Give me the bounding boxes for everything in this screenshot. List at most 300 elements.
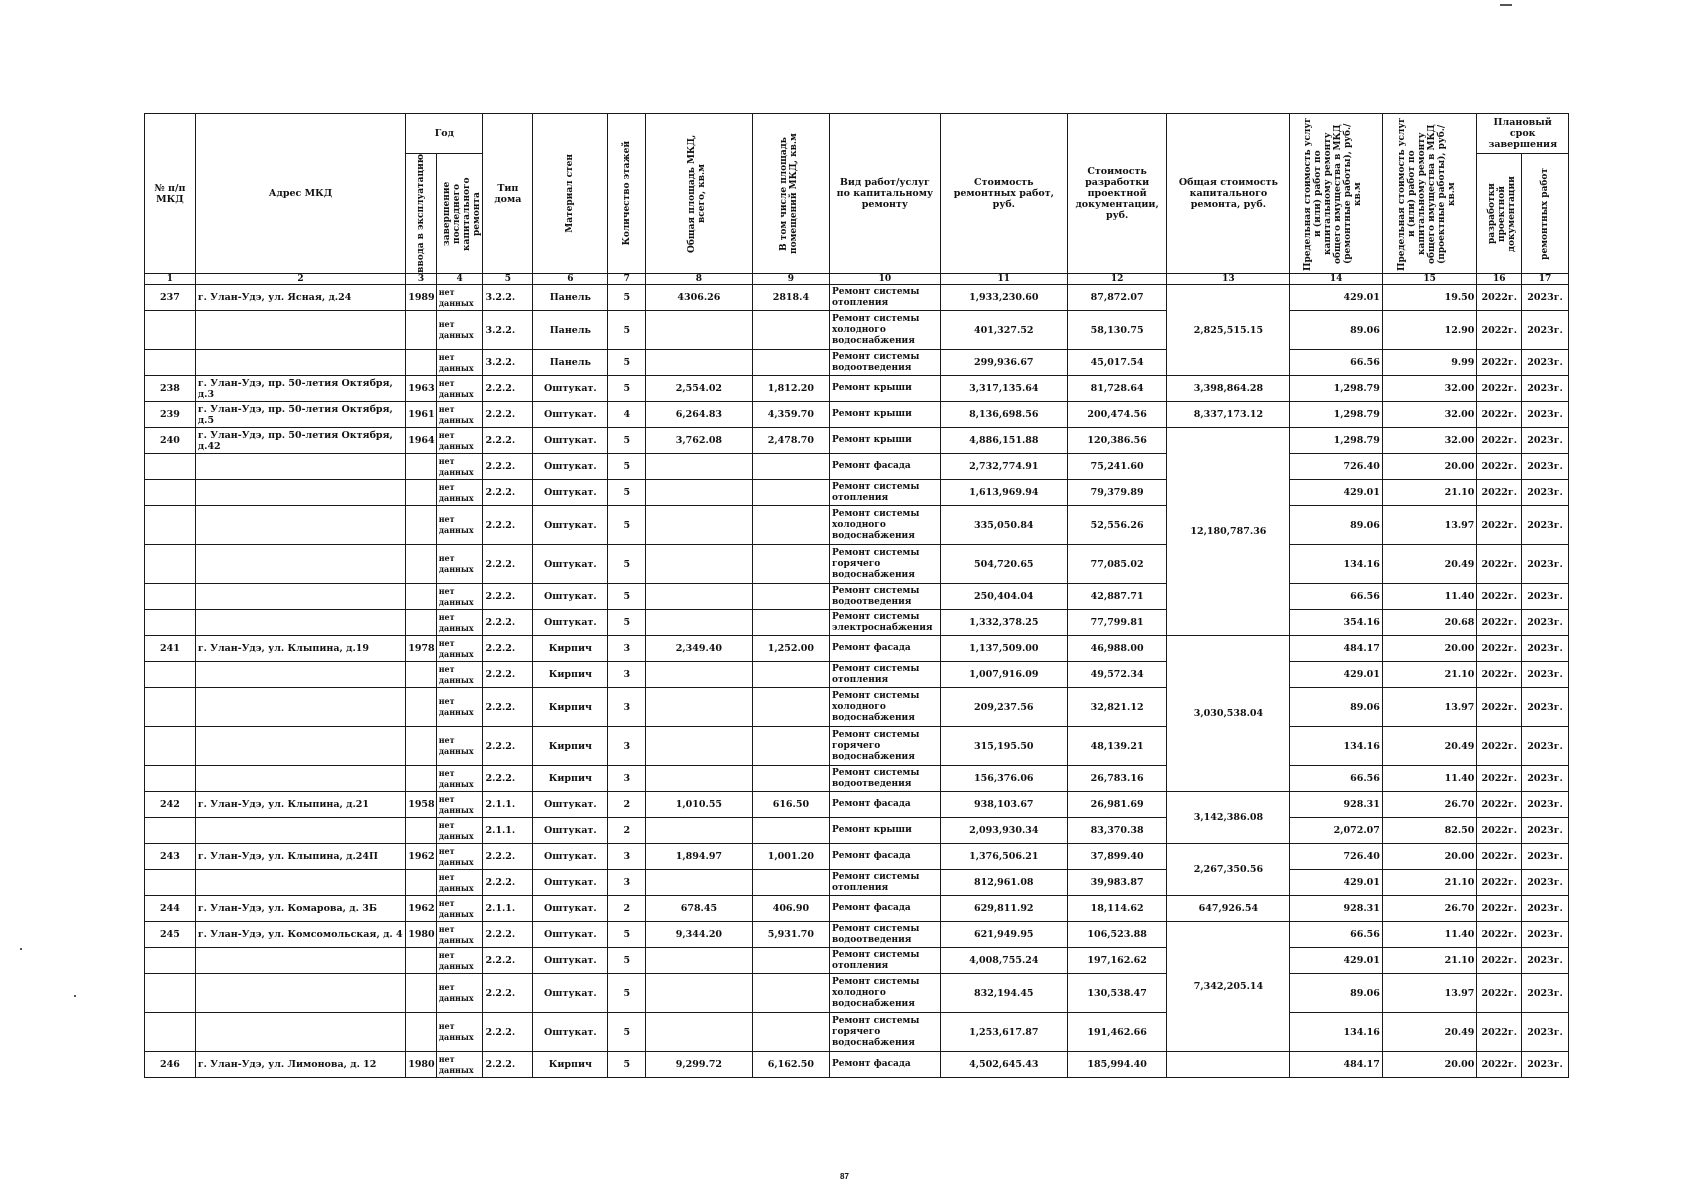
cell-project-cost: 37,899.40 xyxy=(1067,844,1167,870)
cell-row-number xyxy=(145,311,196,350)
cell-design-deadline: 2022г. xyxy=(1477,636,1522,662)
cell-wall-material: Кирпич xyxy=(533,1052,608,1078)
cell-work-type: Ремонт системы отопления xyxy=(830,870,941,896)
cell-project-cost: 26,783.16 xyxy=(1067,766,1167,792)
cell-floors: 5 xyxy=(608,922,646,948)
table-row xyxy=(145,285,1569,311)
header-total-cost: Общая стоимость капитального ремонта, руб. xyxy=(1167,114,1290,274)
cell-design-deadline: 2022г. xyxy=(1477,688,1522,727)
cell-total-cost: 2,825,515.15 xyxy=(1167,285,1290,376)
cell-repair-deadline: 2023г. xyxy=(1522,285,1569,311)
cell-row-number xyxy=(145,870,196,896)
cell-repair-cost: 299,936.67 xyxy=(940,350,1067,376)
cell-repair-deadline: 2023г. xyxy=(1522,350,1569,376)
table-row xyxy=(145,1052,1569,1078)
cell-limit-project-cost: 12.90 xyxy=(1382,311,1477,350)
cell-wall-material: Оштукат. xyxy=(533,584,608,610)
cell-floors: 3 xyxy=(608,844,646,870)
cell-last-repair: нет данных xyxy=(436,662,483,688)
cell-work-type: Ремонт системы отопления xyxy=(830,662,941,688)
header-wall-material xyxy=(533,114,608,274)
cell-project-cost: 200,474.56 xyxy=(1067,402,1167,428)
table-row xyxy=(145,792,1569,818)
header-address: Адрес МКД xyxy=(195,114,405,274)
cell-total-area xyxy=(646,688,753,727)
cell-premises-area xyxy=(752,727,829,766)
cell-limit-project-cost: 20.00 xyxy=(1382,636,1477,662)
cell-design-deadline: 2022г. xyxy=(1477,506,1522,545)
cell-limit-repair-cost: 2,072.07 xyxy=(1290,818,1382,844)
cell-row-number: 244 xyxy=(145,896,196,922)
cell-last-repair: нет данных xyxy=(436,1013,483,1052)
cell-floors: 3 xyxy=(608,766,646,792)
cell-last-repair: нет данных xyxy=(436,285,483,311)
cell-row-number xyxy=(145,350,196,376)
cell-wall-material: Кирпич xyxy=(533,727,608,766)
cell-limit-project-cost: 20.49 xyxy=(1382,545,1477,584)
cell-year-built xyxy=(406,688,436,727)
table-row xyxy=(145,922,1569,948)
cell-project-cost: 45,017.54 xyxy=(1067,350,1167,376)
column-number-cell: 4 xyxy=(436,274,483,285)
cell-house-type: 2.2.2. xyxy=(483,480,533,506)
cell-limit-repair-cost: 429.01 xyxy=(1290,285,1382,311)
cell-house-type: 2.2.2. xyxy=(483,766,533,792)
cell-premises-area xyxy=(752,506,829,545)
cell-total-cost: 2,267,350.56 xyxy=(1167,844,1290,896)
cell-repair-deadline: 2023г. xyxy=(1522,974,1569,1013)
cell-floors: 5 xyxy=(608,545,646,584)
header-work-type: Вид работ/услуг по капитальному ремонту xyxy=(830,114,941,274)
cell-wall-material: Панель xyxy=(533,311,608,350)
column-number-cell: 6 xyxy=(533,274,608,285)
cell-repair-cost: 629,811.92 xyxy=(940,896,1067,922)
cell-limit-project-cost: 11.40 xyxy=(1382,922,1477,948)
cell-limit-repair-cost: 134.16 xyxy=(1290,727,1382,766)
cell-work-type: Ремонт фасада xyxy=(830,636,941,662)
cell-design-deadline: 2022г. xyxy=(1477,584,1522,610)
cell-limit-repair-cost: 89.06 xyxy=(1290,974,1382,1013)
cell-row-number xyxy=(145,766,196,792)
cell-house-type: 2.1.1. xyxy=(483,818,533,844)
cell-wall-material: Оштукат. xyxy=(533,454,608,480)
cell-floors: 2 xyxy=(608,818,646,844)
cell-row-number xyxy=(145,688,196,727)
cell-repair-deadline: 2023г. xyxy=(1522,376,1569,402)
cell-total-area xyxy=(646,480,753,506)
cell-wall-material: Оштукат. xyxy=(533,1013,608,1052)
cell-last-repair: нет данных xyxy=(436,727,483,766)
cell-premises-area xyxy=(752,584,829,610)
cell-year-built xyxy=(406,506,436,545)
cell-limit-repair-cost: 429.01 xyxy=(1290,948,1382,974)
cell-limit-repair-cost: 726.40 xyxy=(1290,454,1382,480)
cell-repair-cost: 4,886,151.88 xyxy=(940,428,1067,454)
cell-repair-deadline: 2023г. xyxy=(1522,662,1569,688)
cell-year-built: 1961 xyxy=(406,402,436,428)
cell-limit-project-cost: 32.00 xyxy=(1382,402,1477,428)
cell-design-deadline: 2022г. xyxy=(1477,1052,1522,1078)
cell-repair-cost: 401,327.52 xyxy=(940,311,1067,350)
cell-work-type: Ремонт системы горячего водоснабжения xyxy=(830,545,941,584)
cell-row-number xyxy=(145,818,196,844)
cell-last-repair: нет данных xyxy=(436,402,483,428)
cell-last-repair: нет данных xyxy=(436,428,483,454)
cell-work-type: Ремонт системы отопления xyxy=(830,285,941,311)
cell-design-deadline: 2022г. xyxy=(1477,545,1522,584)
table-row xyxy=(145,896,1569,922)
header-total-area-label: Общая площадь МКД, всего, кв.м xyxy=(686,134,707,253)
scan-dot xyxy=(20,948,22,950)
cell-house-type: 2.2.2. xyxy=(483,688,533,727)
table-row xyxy=(145,974,1569,1013)
cell-project-cost: 87,872.07 xyxy=(1067,285,1167,311)
cell-wall-material: Оштукат. xyxy=(533,610,608,636)
cell-design-deadline: 2022г. xyxy=(1477,1013,1522,1052)
cell-total-cost: 7,342,205.14 xyxy=(1167,922,1290,1052)
cell-wall-material: Панель xyxy=(533,350,608,376)
cell-wall-material: Оштукат. xyxy=(533,480,608,506)
cell-limit-project-cost: 21.10 xyxy=(1382,662,1477,688)
header-premises-area xyxy=(752,114,829,274)
cell-floors: 3 xyxy=(608,870,646,896)
cell-wall-material: Кирпич xyxy=(533,636,608,662)
cell-row-number xyxy=(145,948,196,974)
cell-repair-deadline: 2023г. xyxy=(1522,948,1569,974)
cell-total-area: 1,894.97 xyxy=(646,844,753,870)
cell-limit-repair-cost: 928.31 xyxy=(1290,792,1382,818)
cell-work-type: Ремонт системы горячего водоснабжения xyxy=(830,1013,941,1052)
cell-year-built: 1963 xyxy=(406,376,436,402)
cell-house-type: 2.2.2. xyxy=(483,454,533,480)
cell-house-type: 2.2.2. xyxy=(483,584,533,610)
cell-total-area xyxy=(646,584,753,610)
cell-year-built: 1980 xyxy=(406,1052,436,1078)
cell-house-type: 3.2.2. xyxy=(483,350,533,376)
cell-house-type: 2.2.2. xyxy=(483,636,533,662)
cell-row-number xyxy=(145,662,196,688)
cell-repair-cost: 832,194.45 xyxy=(940,974,1067,1013)
header-project-cost: Стоимость разработки проектной документации, руб. xyxy=(1067,114,1167,274)
cell-repair-cost: 1,253,617.87 xyxy=(940,1013,1067,1052)
cell-total-cost xyxy=(1167,1052,1290,1078)
cell-year-built xyxy=(406,727,436,766)
cell-limit-project-cost: 13.97 xyxy=(1382,506,1477,545)
header-year: Год xyxy=(406,114,483,154)
cell-floors: 5 xyxy=(608,974,646,1013)
cell-premises-area xyxy=(752,948,829,974)
cell-address xyxy=(195,662,405,688)
cell-work-type: Ремонт крыши xyxy=(830,428,941,454)
cell-total-area xyxy=(646,454,753,480)
cell-limit-repair-cost: 66.56 xyxy=(1290,350,1382,376)
cell-house-type: 3.2.2. xyxy=(483,311,533,350)
cell-floors: 5 xyxy=(608,1052,646,1078)
cell-work-type: Ремонт крыши xyxy=(830,376,941,402)
cell-year-built xyxy=(406,311,436,350)
cell-address xyxy=(195,1013,405,1052)
cell-wall-material: Кирпич xyxy=(533,766,608,792)
cell-house-type: 2.2.2. xyxy=(483,1013,533,1052)
cell-repair-deadline: 2023г. xyxy=(1522,506,1569,545)
cell-address xyxy=(195,311,405,350)
cell-total-area xyxy=(646,545,753,584)
cell-project-cost: 42,887.71 xyxy=(1067,584,1167,610)
cell-wall-material: Оштукат. xyxy=(533,922,608,948)
cell-project-cost: 197,162.62 xyxy=(1067,948,1167,974)
cell-work-type: Ремонт системы холодного водоснабжения xyxy=(830,974,941,1013)
cell-design-deadline: 2022г. xyxy=(1477,311,1522,350)
cell-repair-cost: 4,008,755.24 xyxy=(940,948,1067,974)
cell-address: г. Улан-Удэ, ул. Клыпина, д.24П xyxy=(195,844,405,870)
cell-design-deadline: 2022г. xyxy=(1477,402,1522,428)
cell-work-type: Ремонт крыши xyxy=(830,402,941,428)
cell-address xyxy=(195,818,405,844)
table-row xyxy=(145,948,1569,974)
header-wall-material-label: Материал стен xyxy=(565,154,576,233)
cell-project-cost: 130,538.47 xyxy=(1067,974,1167,1013)
cell-repair-deadline: 2023г. xyxy=(1522,636,1569,662)
cell-repair-deadline: 2023г. xyxy=(1522,922,1569,948)
column-number-cell: 10 xyxy=(830,274,941,285)
cell-address: г. Улан-Удэ, ул. Комсомольская, д. 4 xyxy=(195,922,405,948)
cell-address xyxy=(195,350,405,376)
table-row xyxy=(145,1013,1569,1052)
cell-address: г. Улан-Удэ, пр. 50-летия Октября, д.42 xyxy=(195,428,405,454)
cell-repair-cost: 156,376.06 xyxy=(940,766,1067,792)
header-design-docs-label: разработки проектной документации xyxy=(1487,175,1518,252)
header-planned-term: Плановый срок завершения xyxy=(1477,114,1569,154)
cell-house-type: 2.2.2. xyxy=(483,844,533,870)
cell-address xyxy=(195,766,405,792)
cell-limit-project-cost: 11.40 xyxy=(1382,584,1477,610)
header-number: № п/п МКД xyxy=(145,114,196,274)
cell-row-number xyxy=(145,584,196,610)
cell-work-type: Ремонт системы отопления xyxy=(830,948,941,974)
cell-floors: 4 xyxy=(608,402,646,428)
cell-repair-cost: 1,613,969.94 xyxy=(940,480,1067,506)
cell-year-built xyxy=(406,350,436,376)
cell-floors: 5 xyxy=(608,350,646,376)
cell-wall-material: Оштукат. xyxy=(533,792,608,818)
cell-design-deadline: 2022г. xyxy=(1477,285,1522,311)
cell-design-deadline: 2022г. xyxy=(1477,792,1522,818)
cell-year-built: 1978 xyxy=(406,636,436,662)
cell-last-repair: нет данных xyxy=(436,688,483,727)
cell-project-cost: 83,370.38 xyxy=(1067,818,1167,844)
cell-premises-area: 406.90 xyxy=(752,896,829,922)
scan-dot xyxy=(74,995,76,997)
cell-total-cost: 8,337,173.12 xyxy=(1167,402,1290,428)
cell-address xyxy=(195,545,405,584)
cell-limit-repair-cost: 1,298.79 xyxy=(1290,428,1382,454)
cell-limit-project-cost: 20.49 xyxy=(1382,1013,1477,1052)
cell-row-number: 242 xyxy=(145,792,196,818)
cell-total-area xyxy=(646,662,753,688)
cell-last-repair: нет данных xyxy=(436,792,483,818)
cell-limit-project-cost: 32.00 xyxy=(1382,428,1477,454)
cell-repair-deadline: 2023г. xyxy=(1522,454,1569,480)
cell-address xyxy=(195,454,405,480)
cell-premises-area xyxy=(752,766,829,792)
cell-design-deadline: 2022г. xyxy=(1477,766,1522,792)
cell-repair-cost: 3,317,135.64 xyxy=(940,376,1067,402)
header-repair-works xyxy=(1522,154,1569,274)
cell-limit-project-cost: 20.00 xyxy=(1382,454,1477,480)
cell-premises-area: 4,359.70 xyxy=(752,402,829,428)
cell-floors: 3 xyxy=(608,688,646,727)
cell-house-type: 2.1.1. xyxy=(483,792,533,818)
cell-repair-deadline: 2023г. xyxy=(1522,870,1569,896)
cell-repair-cost: 1,376,506.21 xyxy=(940,844,1067,870)
cell-total-area xyxy=(646,974,753,1013)
column-number-cell: 5 xyxy=(483,274,533,285)
cell-address: г. Улан-Удэ, пр. 50-летия Октября, д.3 xyxy=(195,376,405,402)
cell-limit-project-cost: 21.10 xyxy=(1382,948,1477,974)
cell-wall-material: Оштукат. xyxy=(533,870,608,896)
column-number-cell: 8 xyxy=(646,274,753,285)
cell-floors: 3 xyxy=(608,662,646,688)
cell-limit-repair-cost: 429.01 xyxy=(1290,480,1382,506)
cell-repair-deadline: 2023г. xyxy=(1522,1013,1569,1052)
cell-year-built: 1980 xyxy=(406,922,436,948)
cell-limit-repair-cost: 134.16 xyxy=(1290,545,1382,584)
cell-last-repair: нет данных xyxy=(436,350,483,376)
cell-wall-material: Оштукат. xyxy=(533,974,608,1013)
cell-design-deadline: 2022г. xyxy=(1477,350,1522,376)
cell-work-type: Ремонт системы водоотведения xyxy=(830,766,941,792)
cell-repair-cost: 1,137,509.00 xyxy=(940,636,1067,662)
cell-last-repair: нет данных xyxy=(436,454,483,480)
cell-house-type: 3.2.2. xyxy=(483,285,533,311)
cell-limit-repair-cost: 66.56 xyxy=(1290,766,1382,792)
cell-project-cost: 49,572.34 xyxy=(1067,662,1167,688)
cell-wall-material: Кирпич xyxy=(533,662,608,688)
cell-limit-project-cost: 26.70 xyxy=(1382,896,1477,922)
cell-year-built xyxy=(406,454,436,480)
cell-total-cost: 3,398,864.28 xyxy=(1167,376,1290,402)
cell-floors: 2 xyxy=(608,896,646,922)
cell-limit-repair-cost: 89.06 xyxy=(1290,311,1382,350)
cell-repair-cost: 315,195.50 xyxy=(940,727,1067,766)
cell-repair-deadline: 2023г. xyxy=(1522,402,1569,428)
cell-design-deadline: 2022г. xyxy=(1477,922,1522,948)
table-row xyxy=(145,727,1569,766)
cell-year-built xyxy=(406,870,436,896)
header-premises-area-label: В том числе площадь помещений МКД, кв.м xyxy=(778,133,799,254)
cell-premises-area xyxy=(752,350,829,376)
cell-work-type: Ремонт фасада xyxy=(830,792,941,818)
column-number-cell: 3 xyxy=(406,274,436,285)
cell-repair-deadline: 2023г. xyxy=(1522,727,1569,766)
cell-row-number: 240 xyxy=(145,428,196,454)
cell-repair-cost: 4,502,645.43 xyxy=(940,1052,1067,1078)
column-number-cell: 13 xyxy=(1167,274,1290,285)
column-number-cell: 9 xyxy=(752,274,829,285)
cell-limit-project-cost: 21.10 xyxy=(1382,870,1477,896)
header-commissioning-label: ввода в эксплуатацию xyxy=(415,154,426,273)
cell-work-type: Ремонт фасада xyxy=(830,844,941,870)
cell-floors: 5 xyxy=(608,948,646,974)
cell-house-type: 2.2.2. xyxy=(483,922,533,948)
cell-row-number: 237 xyxy=(145,285,196,311)
cell-last-repair: нет данных xyxy=(436,844,483,870)
cell-house-type: 2.2.2. xyxy=(483,376,533,402)
cell-total-area xyxy=(646,870,753,896)
cell-limit-repair-cost: 354.16 xyxy=(1290,610,1382,636)
cell-house-type: 2.2.2. xyxy=(483,610,533,636)
cell-project-cost: 18,114.62 xyxy=(1067,896,1167,922)
cell-row-number xyxy=(145,454,196,480)
cell-year-built xyxy=(406,818,436,844)
cell-last-repair: нет данных xyxy=(436,636,483,662)
cell-total-cost: 647,926.54 xyxy=(1167,896,1290,922)
cell-last-repair: нет данных xyxy=(436,480,483,506)
cell-total-area xyxy=(646,766,753,792)
cell-limit-project-cost: 19.50 xyxy=(1382,285,1477,311)
cell-year-built xyxy=(406,610,436,636)
cell-work-type: Ремонт системы электроснабжения xyxy=(830,610,941,636)
cell-year-built xyxy=(406,584,436,610)
cell-last-repair: нет данных xyxy=(436,610,483,636)
cell-floors: 2 xyxy=(608,792,646,818)
cell-last-repair: нет данных xyxy=(436,870,483,896)
cell-house-type: 2.2.2. xyxy=(483,428,533,454)
cell-floors: 5 xyxy=(608,311,646,350)
cell-work-type: Ремонт системы холодного водоснабжения xyxy=(830,506,941,545)
cell-year-built xyxy=(406,974,436,1013)
cell-total-area xyxy=(646,311,753,350)
cell-premises-area xyxy=(752,311,829,350)
cell-house-type: 2.1.1. xyxy=(483,896,533,922)
cell-repair-deadline: 2023г. xyxy=(1522,428,1569,454)
cell-project-cost: 46,988.00 xyxy=(1067,636,1167,662)
cell-house-type: 2.2.2. xyxy=(483,727,533,766)
page-number: 87 xyxy=(840,1172,849,1181)
cell-last-repair: нет данных xyxy=(436,766,483,792)
cell-address xyxy=(195,584,405,610)
cell-repair-deadline: 2023г. xyxy=(1522,480,1569,506)
cell-project-cost: 81,728.64 xyxy=(1067,376,1167,402)
cell-floors: 5 xyxy=(608,610,646,636)
cell-floors: 5 xyxy=(608,506,646,545)
cell-year-built: 1964 xyxy=(406,428,436,454)
cell-wall-material: Оштукат. xyxy=(533,376,608,402)
cell-repair-cost: 209,237.56 xyxy=(940,688,1067,727)
cell-premises-area xyxy=(752,662,829,688)
cell-limit-project-cost: 13.97 xyxy=(1382,974,1477,1013)
cell-floors: 5 xyxy=(608,376,646,402)
cell-total-area xyxy=(646,948,753,974)
cell-repair-deadline: 2023г. xyxy=(1522,688,1569,727)
cell-row-number xyxy=(145,610,196,636)
cell-repair-cost: 2,093,930.34 xyxy=(940,818,1067,844)
cell-premises-area: 5,931.70 xyxy=(752,922,829,948)
cell-repair-deadline: 2023г. xyxy=(1522,1052,1569,1078)
cell-work-type: Ремонт системы водоотведения xyxy=(830,922,941,948)
cell-floors: 5 xyxy=(608,584,646,610)
cell-repair-deadline: 2023г. xyxy=(1522,545,1569,584)
cell-row-number xyxy=(145,974,196,1013)
column-number-cell: 17 xyxy=(1522,274,1569,285)
cell-row-number xyxy=(145,727,196,766)
cell-floors: 5 xyxy=(608,1013,646,1052)
cell-address xyxy=(195,870,405,896)
header-limit-repair-label: Предельная стоимость услуг и (или) работ по капитальному ремонту общего имущества в МКД (ремонтные работы), руб./кв.м xyxy=(1303,116,1364,271)
cell-last-repair: нет данных xyxy=(436,896,483,922)
cell-row-number: 241 xyxy=(145,636,196,662)
cell-design-deadline: 2022г. xyxy=(1477,480,1522,506)
